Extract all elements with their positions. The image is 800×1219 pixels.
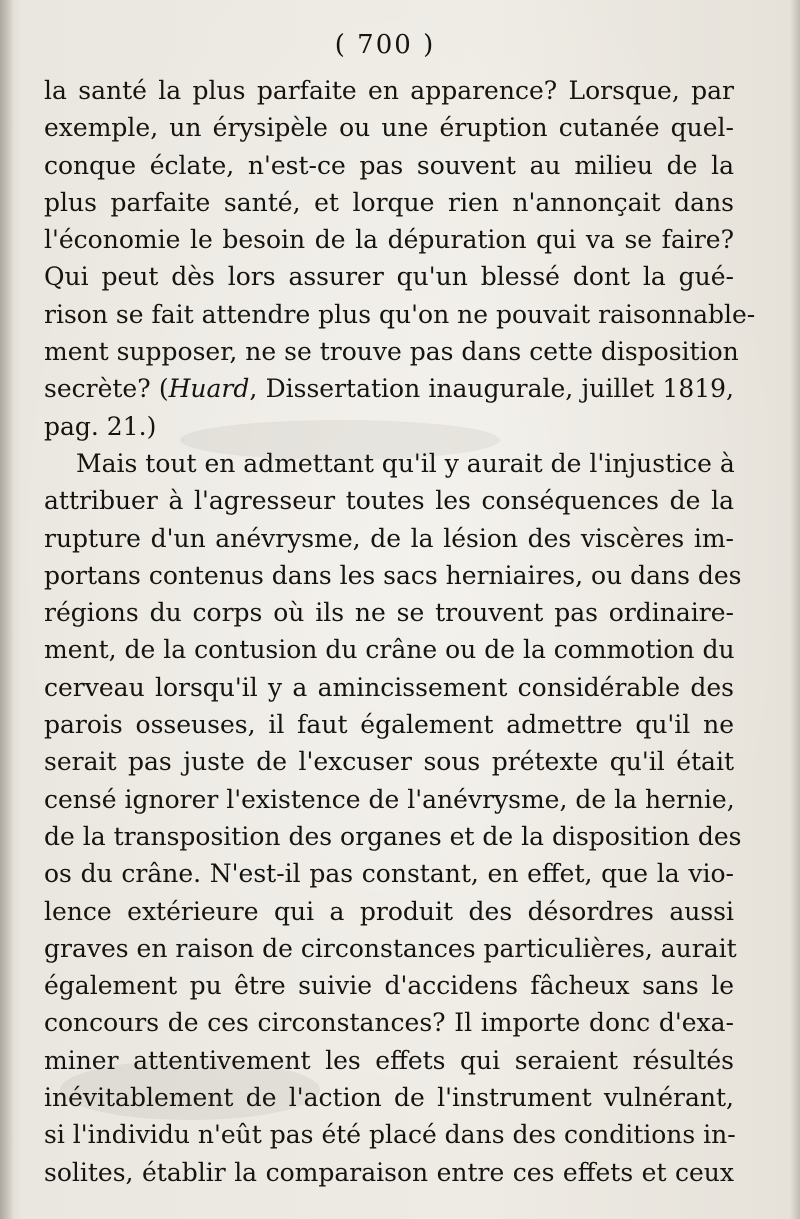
- text-line: l'économie le besoin de la dépuration qui va se faire?: [44, 225, 734, 255]
- text-line: censé ignorer l'existence de l'anévrysme, de la hernie,: [44, 784, 735, 814]
- text-line: serait pas juste de l'excuser sous prétexte qu'il était: [44, 747, 734, 777]
- text-line: pag. 21.): [44, 411, 157, 441]
- page-number: ( 700 ): [334, 30, 436, 60]
- text-line: exemple, un érysipèle ou une éruption cutanée quel-: [44, 113, 734, 143]
- text-line: portans contenus dans les sacs herniaires, ou dans des: [44, 560, 742, 590]
- text-line: attribuer à l'agresseur toutes les conséquences de la: [44, 486, 734, 516]
- text-line: ment, de la contusion du crâne ou de la commotion du: [44, 635, 735, 665]
- text-line: régions du corps où ils ne se trouvent pas ordinaire-: [44, 598, 734, 628]
- page-gutter-shadow: [0, 0, 14, 1219]
- text-line: os du crâne. N'est-il pas constant, en effet, que la vio-: [44, 859, 734, 889]
- text-line: miner attentivement les effets qui seraient résultés: [44, 1045, 734, 1075]
- text-line: solites, établir la comparaison entre ces effets et ceux: [44, 1157, 734, 1187]
- text-line: concours de ces circonstances? Il importe donc d'exa-: [44, 1008, 734, 1038]
- text-line: de la transposition des organes et de la disposition des: [44, 821, 742, 851]
- text-line: lence extérieure qui a produit des désordres aussi: [44, 896, 734, 926]
- text-line: parois osseuses, il faut également admettre qu'il ne: [44, 710, 734, 740]
- citation-rest: , Dissertation inaugurale, juillet 1819,: [249, 374, 734, 404]
- text-line: ment supposer, ne se trouve pas dans cette disposition: [44, 337, 739, 367]
- text-line: Qui peut dès lors assurer qu'un blessé dont la gué-: [44, 262, 734, 292]
- text-line: rupture d'un anévrysme, de la lésion des viscères im-: [44, 523, 734, 553]
- citation-author: Huard: [168, 374, 250, 404]
- text-line: conque éclate, n'est-ce pas souvent au milieu de la: [44, 150, 734, 180]
- text-line: la santé la plus parfaite en apparence? Lorsque, par: [44, 76, 734, 105]
- page-edge-shadow: [790, 0, 800, 1219]
- text-line: plus parfaite santé, et lorque rien n'annonçait dans: [44, 187, 734, 217]
- text-line-citation: [44, 370, 734, 407]
- text-line: également pu être suivie d'accidens fâcheux sans le: [44, 971, 734, 1001]
- text-line: inévitablement de l'action de l'instrument vulnérant,: [44, 1083, 734, 1113]
- citation-open: secrète? (: [44, 374, 169, 404]
- page-body: [44, 72, 756, 1191]
- text-line: si l'individu n'eût pas été placé dans des conditions in-: [44, 1120, 736, 1150]
- text-line: graves en raison de circonstances particulières, aurait: [44, 933, 737, 963]
- paragraph-first-line: Mais tout en admettant qu'il y aurait de l'injustice à: [76, 448, 735, 478]
- text-line: rison se fait attendre plus qu'on ne pouvait raisonnable-: [44, 299, 756, 329]
- text-line: cerveau lorsqu'il y a amincissement considérable des: [44, 672, 734, 702]
